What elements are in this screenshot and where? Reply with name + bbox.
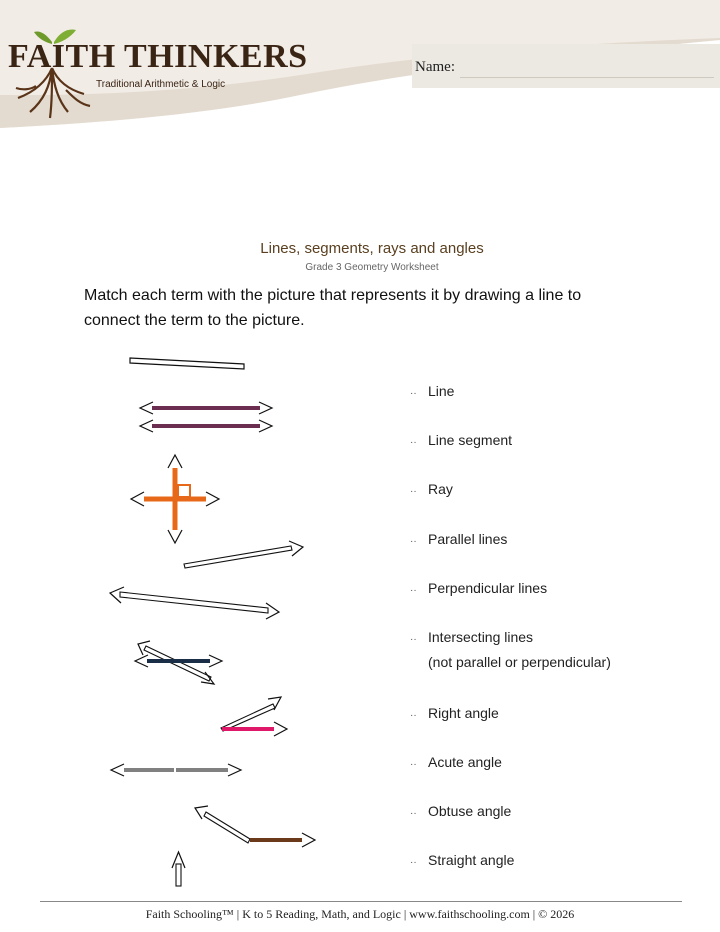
term-bullet: ··: [410, 759, 417, 770]
term-right-angle[interactable]: [410, 705, 499, 721]
term-bullet: ··: [410, 536, 417, 547]
term-straight-angle[interactable]: [410, 852, 514, 868]
term-label: Acute angle: [428, 754, 502, 770]
term-bullet: ··: [410, 437, 417, 448]
term-bullet: ··: [410, 486, 417, 497]
term-bullet: ··: [410, 388, 417, 399]
term-label: Straight angle: [428, 852, 515, 868]
term-ray[interactable]: [410, 481, 453, 497]
term-line[interactable]: [410, 383, 454, 399]
picture-line-outlined[interactable]: [110, 587, 279, 619]
geometry-pictures: [0, 340, 400, 890]
picture-parallel-lines[interactable]: [140, 402, 272, 432]
footer-divider: [40, 901, 682, 902]
term-bullet: ··: [410, 710, 417, 721]
name-field-box: [412, 44, 720, 88]
page-footer: Faith Schooling™ | K to 5 Reading, Math, and Logic | www.faithschooling.com | © 2026: [145, 907, 575, 921]
picture-acute-angle[interactable]: [221, 697, 287, 736]
term-label: Obtuse angle: [428, 803, 512, 819]
logo-text: FAITH THINKERS: [8, 38, 308, 75]
term-bullet: ··: [410, 808, 417, 819]
name-write-line[interactable]: [460, 77, 714, 78]
term-obtuse-angle[interactable]: [410, 803, 511, 819]
page-header: [0, 0, 720, 140]
term-label: Intersecting lines: [428, 629, 534, 645]
term-line-segment[interactable]: [410, 432, 512, 448]
term-label: Line segment: [428, 432, 513, 448]
term-label: Line: [428, 383, 455, 399]
term-label: Parallel lines: [428, 531, 508, 547]
picture-perpendicular-lines[interactable]: [131, 455, 219, 543]
term-intersecting-lines[interactable]: [410, 629, 611, 670]
term-bullet: ··: [410, 857, 417, 868]
worksheet-title: Lines, segments, rays and angles: [260, 240, 484, 257]
term-label: Perpendicular lines: [428, 580, 548, 596]
worksheet-instructions: Match each term with the picture that represents it by drawing a line to connect the term to the picture.: [84, 287, 582, 329]
term-bullet: ··: [410, 634, 417, 645]
term-label: Ray: [428, 481, 453, 497]
logo-subtitle: Traditional Arithmetic & Logic: [96, 79, 226, 90]
term-bullet: ··: [410, 585, 417, 596]
worksheet-subtitle: Grade 3 Geometry Worksheet: [305, 262, 439, 273]
term-label: Right angle: [428, 705, 499, 721]
picture-obtuse-angle[interactable]: [195, 806, 315, 847]
picture-outlined-segment[interactable]: [130, 358, 244, 369]
term-parallel-lines[interactable]: [410, 531, 507, 547]
picture-straight-angle[interactable]: [111, 764, 241, 776]
term-note: (not parallel or perpendicular): [428, 654, 611, 670]
term-acute-angle[interactable]: [410, 754, 502, 770]
picture-ray-up[interactable]: [172, 852, 185, 886]
picture-intersecting-lines[interactable]: [135, 641, 222, 684]
name-label: Name:: [415, 59, 455, 75]
picture-ray-outlined[interactable]: [184, 541, 303, 568]
term-perpendicular-lines[interactable]: [410, 580, 547, 596]
